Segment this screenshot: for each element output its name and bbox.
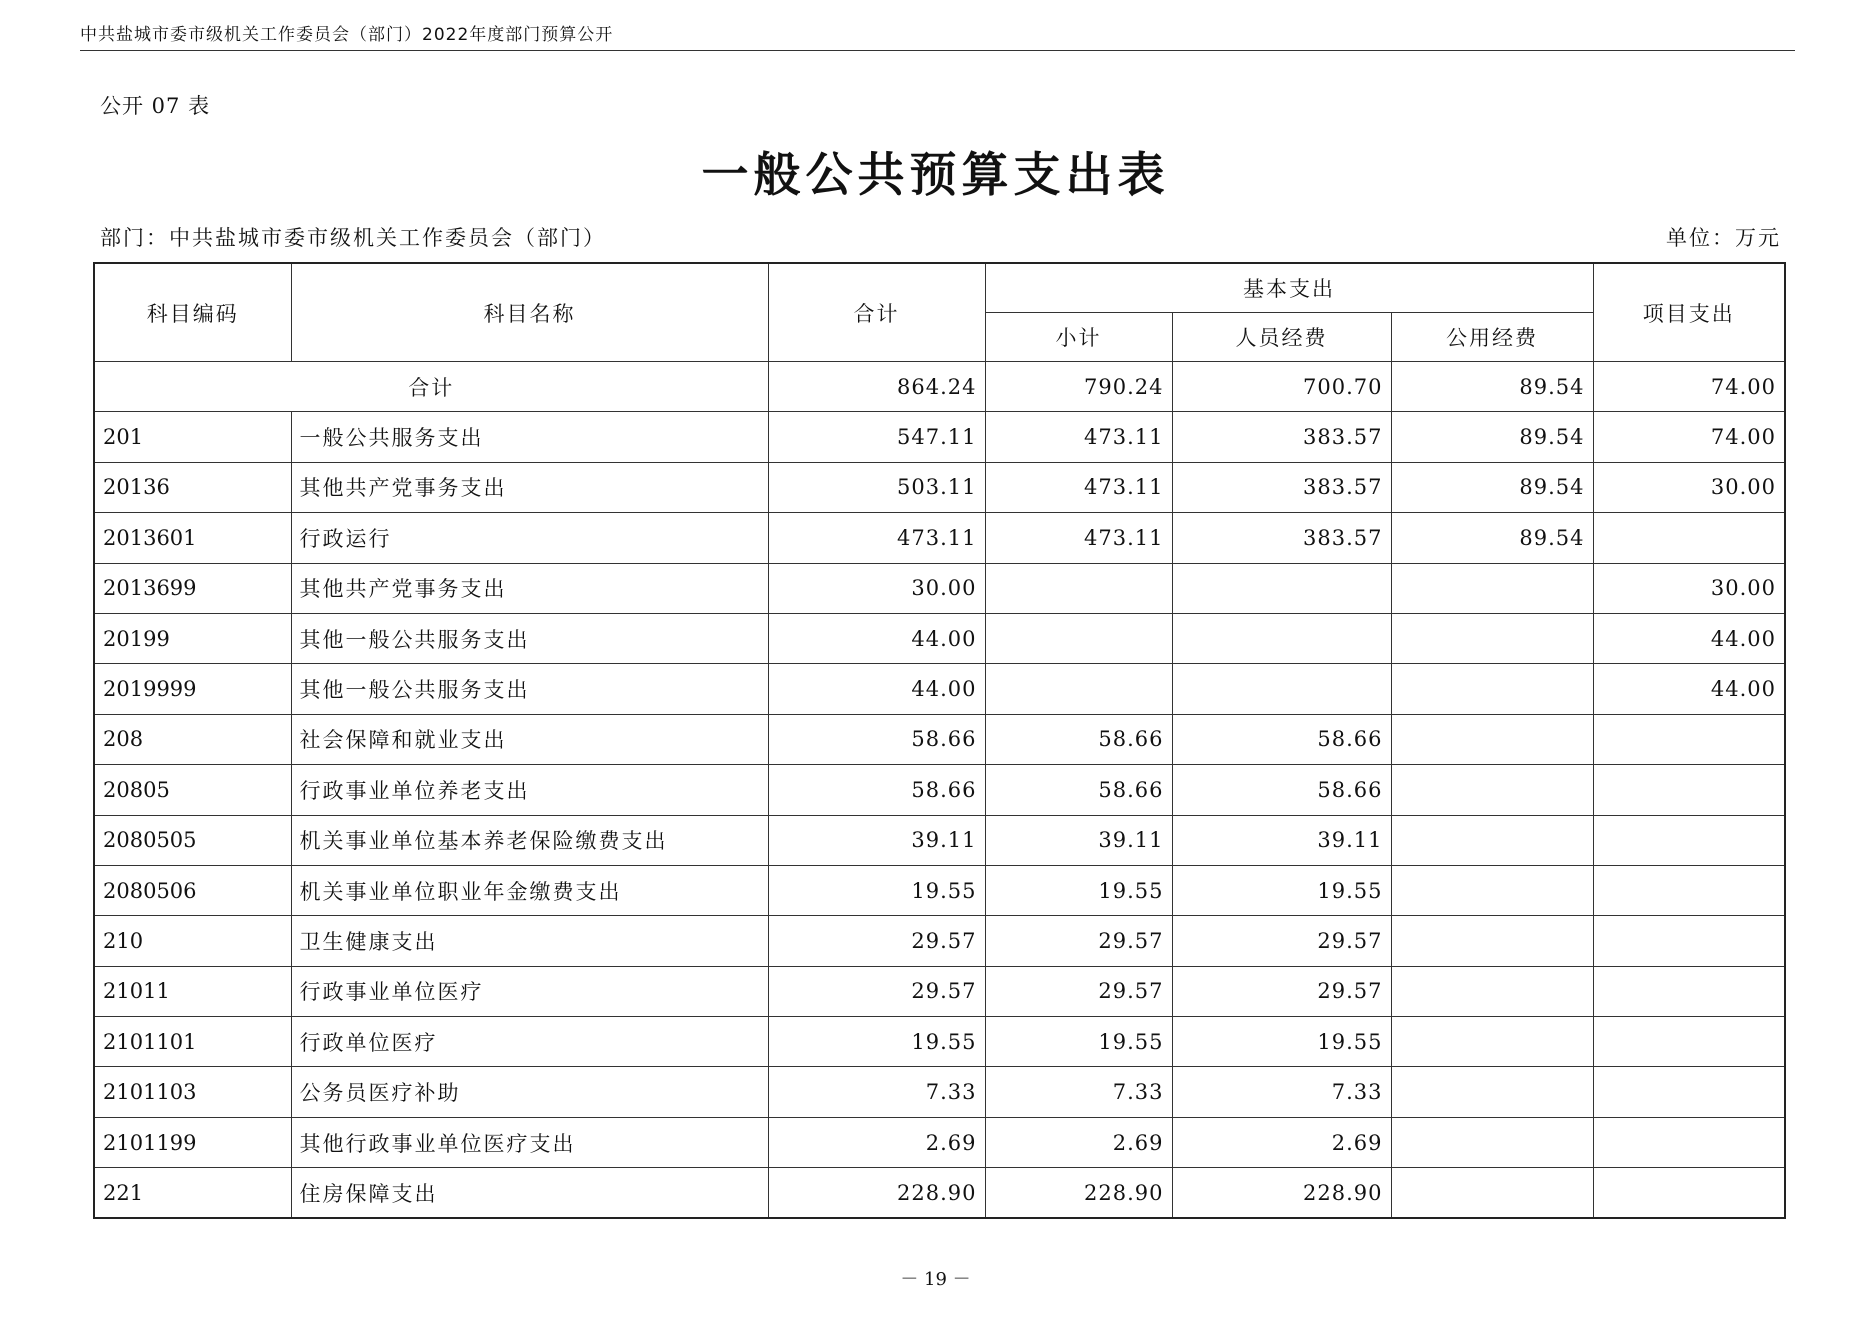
- cell-project: [1593, 865, 1785, 915]
- cell-subtotal: 29.57: [985, 966, 1172, 1016]
- cell-project: 44.00: [1593, 664, 1785, 714]
- cell-code: 2080505: [94, 815, 291, 865]
- cell-code: 208: [94, 714, 291, 764]
- cell-total: 29.57: [768, 966, 985, 1016]
- cell-subtotal: 228.90: [985, 1168, 1172, 1218]
- cell-total: 29.57: [768, 916, 985, 966]
- cell-total: 473.11: [768, 513, 985, 563]
- cell-code: 2101101: [94, 1017, 291, 1067]
- cell-project: 74.00: [1593, 412, 1785, 462]
- cell-personnel: 29.57: [1172, 966, 1391, 1016]
- cell-personnel: 58.66: [1172, 714, 1391, 764]
- cell-project: [1593, 1067, 1785, 1117]
- total-row-public: 89.54: [1391, 362, 1593, 412]
- cell-name: 其他一般公共服务支出: [291, 664, 768, 714]
- cell-subtotal: 39.11: [985, 815, 1172, 865]
- cell-subtotal: 473.11: [985, 412, 1172, 462]
- cell-name: 其他共产党事务支出: [291, 563, 768, 613]
- col-header-subtotal: 小计: [985, 313, 1172, 362]
- cell-code: 20136: [94, 462, 291, 512]
- table-row: [94, 664, 1785, 714]
- table-row: [94, 1017, 1785, 1067]
- total-row-project: 74.00: [1593, 362, 1785, 412]
- total-row-total: 864.24: [768, 362, 985, 412]
- cell-personnel: 39.11: [1172, 815, 1391, 865]
- cell-total: 547.11: [768, 412, 985, 462]
- cell-public: [1391, 1067, 1593, 1117]
- cell-personnel: 383.57: [1172, 412, 1391, 462]
- cell-personnel: 19.55: [1172, 1017, 1391, 1067]
- cell-subtotal: 7.33: [985, 1067, 1172, 1117]
- running-header: 中共盐城市委市级机关工作委员会（部门）2022年度部门预算公开: [80, 25, 614, 45]
- cell-personnel: 58.66: [1172, 765, 1391, 815]
- cell-code: 2101199: [94, 1117, 291, 1167]
- cell-personnel: 228.90: [1172, 1168, 1391, 1218]
- total-row-personnel: 700.70: [1172, 362, 1391, 412]
- cell-project: [1593, 714, 1785, 764]
- cell-total: 58.66: [768, 714, 985, 764]
- cell-personnel: 2.69: [1172, 1117, 1391, 1167]
- cell-personnel: [1172, 563, 1391, 613]
- table-row: [94, 1067, 1785, 1117]
- table-row: [94, 513, 1785, 563]
- col-header-name: 科目名称: [291, 263, 768, 362]
- cell-subtotal: 29.57: [985, 916, 1172, 966]
- col-header-public: 公用经费: [1391, 313, 1593, 362]
- cell-total: 39.11: [768, 815, 985, 865]
- cell-code: 20805: [94, 765, 291, 815]
- cell-total: 44.00: [768, 613, 985, 663]
- cell-name: 行政事业单位养老支出: [291, 765, 768, 815]
- cell-project: [1593, 916, 1785, 966]
- cell-name: 其他一般公共服务支出: [291, 613, 768, 663]
- cell-subtotal: 2.69: [985, 1117, 1172, 1167]
- cell-name: 公务员医疗补助: [291, 1067, 768, 1117]
- cell-subtotal: 19.55: [985, 1017, 1172, 1067]
- cell-subtotal: 473.11: [985, 462, 1172, 512]
- cell-personnel: 19.55: [1172, 865, 1391, 915]
- table-row: [94, 613, 1785, 663]
- cell-name: 行政运行: [291, 513, 768, 563]
- table-row: [94, 563, 1785, 613]
- col-header-total: 合计: [768, 263, 985, 362]
- cell-total: 19.55: [768, 1017, 985, 1067]
- table-row: [94, 966, 1785, 1016]
- cell-total: 44.00: [768, 664, 985, 714]
- cell-total: 2.69: [768, 1117, 985, 1167]
- cell-code: 221: [94, 1168, 291, 1218]
- cell-public: [1391, 966, 1593, 1016]
- cell-public: [1391, 1117, 1593, 1167]
- table-row: [94, 1117, 1785, 1167]
- cell-project: [1593, 1168, 1785, 1218]
- cell-name: 其他共产党事务支出: [291, 462, 768, 512]
- cell-subtotal: [985, 664, 1172, 714]
- cell-public: [1391, 714, 1593, 764]
- cell-name: 一般公共服务支出: [291, 412, 768, 462]
- cell-public: [1391, 815, 1593, 865]
- table-row: [94, 412, 1785, 462]
- cell-name: 住房保障支出: [291, 1168, 768, 1218]
- cell-project: [1593, 966, 1785, 1016]
- cell-public: [1391, 1168, 1593, 1218]
- cell-subtotal: 58.66: [985, 714, 1172, 764]
- page-number: － 19 －: [900, 1269, 971, 1290]
- table-id: 公开 07 表: [100, 94, 211, 118]
- cell-personnel: [1172, 664, 1391, 714]
- cell-subtotal: [985, 613, 1172, 663]
- cell-project: [1593, 1017, 1785, 1067]
- header-divider: [80, 50, 1795, 51]
- cell-public: 89.54: [1391, 513, 1593, 563]
- cell-personnel: [1172, 613, 1391, 663]
- cell-public: 89.54: [1391, 412, 1593, 462]
- cell-code: 2101103: [94, 1067, 291, 1117]
- cell-personnel: 29.57: [1172, 916, 1391, 966]
- table-row: [94, 462, 1785, 512]
- cell-name: 卫生健康支出: [291, 916, 768, 966]
- cell-project: 30.00: [1593, 462, 1785, 512]
- cell-code: 201: [94, 412, 291, 462]
- cell-code: 2019999: [94, 664, 291, 714]
- cell-code: 2080506: [94, 865, 291, 915]
- cell-subtotal: 58.66: [985, 765, 1172, 815]
- cell-personnel: 7.33: [1172, 1067, 1391, 1117]
- budget-table: [93, 262, 1786, 1219]
- total-row: [94, 362, 1785, 412]
- table-row: [94, 916, 1785, 966]
- cell-public: [1391, 613, 1593, 663]
- col-header-project: 项目支出: [1593, 263, 1785, 362]
- document-title: 一般公共预算支出表: [701, 148, 1170, 203]
- cell-code: 21011: [94, 966, 291, 1016]
- cell-public: [1391, 1017, 1593, 1067]
- cell-project: 30.00: [1593, 563, 1785, 613]
- department-label: 部门：中共盐城市委市级机关工作委员会（部门）: [100, 226, 606, 250]
- cell-subtotal: 19.55: [985, 865, 1172, 915]
- cell-public: [1391, 765, 1593, 815]
- cell-public: [1391, 563, 1593, 613]
- cell-personnel: 383.57: [1172, 462, 1391, 512]
- cell-total: 19.55: [768, 865, 985, 915]
- table-row: [94, 865, 1785, 915]
- cell-total: 503.11: [768, 462, 985, 512]
- cell-project: [1593, 815, 1785, 865]
- table-row: [94, 714, 1785, 764]
- cell-project: [1593, 1117, 1785, 1167]
- cell-name: 社会保障和就业支出: [291, 714, 768, 764]
- unit-label: 单位：万元: [1666, 226, 1781, 250]
- cell-project: 44.00: [1593, 613, 1785, 663]
- cell-project: [1593, 765, 1785, 815]
- cell-code: 20199: [94, 613, 291, 663]
- cell-code: 2013601: [94, 513, 291, 563]
- cell-name: 机关事业单位基本养老保险缴费支出: [291, 815, 768, 865]
- col-header-basic: 基本支出: [985, 263, 1593, 313]
- cell-public: [1391, 916, 1593, 966]
- cell-public: [1391, 664, 1593, 714]
- cell-name: 机关事业单位职业年金缴费支出: [291, 865, 768, 915]
- cell-personnel: 383.57: [1172, 513, 1391, 563]
- cell-project: [1593, 513, 1785, 563]
- cell-name: 其他行政事业单位医疗支出: [291, 1117, 768, 1167]
- cell-total: 58.66: [768, 765, 985, 815]
- total-row-label: 合计: [94, 362, 768, 412]
- cell-total: 228.90: [768, 1168, 985, 1218]
- cell-code: 210: [94, 916, 291, 966]
- col-header-code: 科目编码: [94, 263, 291, 362]
- cell-public: 89.54: [1391, 462, 1593, 512]
- table-row: [94, 765, 1785, 815]
- total-row-subtotal: 790.24: [985, 362, 1172, 412]
- cell-public: [1391, 865, 1593, 915]
- cell-name: 行政单位医疗: [291, 1017, 768, 1067]
- col-header-personnel: 人员经费: [1172, 313, 1391, 362]
- table-row: [94, 815, 1785, 865]
- table-row: [94, 1168, 1785, 1218]
- cell-subtotal: 473.11: [985, 513, 1172, 563]
- cell-total: 30.00: [768, 563, 985, 613]
- cell-total: 7.33: [768, 1067, 985, 1117]
- cell-code: 2013699: [94, 563, 291, 613]
- cell-subtotal: [985, 563, 1172, 613]
- cell-name: 行政事业单位医疗: [291, 966, 768, 1016]
